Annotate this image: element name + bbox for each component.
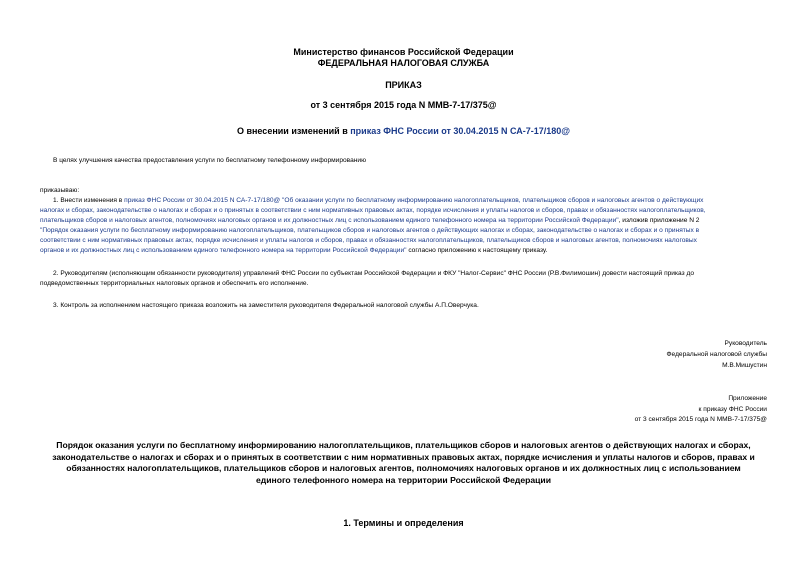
p1-line: [40, 206, 791, 216]
procedure-title-line: единого телефонного номера на территории Российской Федерации: [255, 474, 551, 485]
subject-link[interactable]: приказ ФНС России от 30.04.2015 N СА-7-17/180@: [350, 126, 571, 136]
intro-text: В целях улучшения качества предоставления услуги по бесплатному телефонному информированию: [53, 157, 367, 164]
p1-link[interactable]: плательщиков сборов и налоговых агентов, полномочиях налоговых органов и их должностных лиц с использованием единого телефонного номера на территории Российской Федерации": [40, 217, 619, 224]
p2-line: подведомственных территориальных налоговых органов и обеспечить его исполнение.: [40, 280, 309, 287]
p1-link[interactable]: налогах и сборах, законодательстве о налогах и сборах и о принятых в соответствии с ним нормативных правовых актах, порядке исчисления и уплаты налогов и сборов, правах и обязанностях налогоплательщиков,: [40, 207, 706, 214]
appendix-date: от 3 сентября 2015 года N ММВ-7-17/375@: [634, 416, 767, 423]
p1-link[interactable]: соответствии с ним нормативных правовых актах, порядке исчисления и уплаты налогов и сборов, правах и обязанностях налогоплательщиков, плательщиков сборов и налоговых агентов, полномочиях налоговых: [40, 237, 697, 244]
p1-link[interactable]: приказ ФНС России от 30.04.2015 N СА-7-17/180@ "Об оказании услуги по бесплатному информированию налогоплательщиков, плательщиков сборов и налоговых агентов о действующих: [124, 197, 704, 204]
p2-line: 2. Руководителям (исполняющим обязанности руководителя) управлений ФНС России по субъектам Российской Федерации и ФКУ "Налог-Сервис" ФНС России (Р.В.Филимошин) довести настоящий приказ до: [53, 270, 694, 277]
subject-prefix: О внесении изменений в: [236, 126, 351, 136]
p1-line: [40, 246, 791, 256]
procedure-title-line: законодательстве о налогах и сборах и о принятых в соответствии с ним нормативных правовых актах, порядке исчисления и уплаты налогов и сборов, правах и: [52, 451, 755, 462]
p1-text: согласно приложению к настоящему приказу.: [406, 247, 548, 254]
ministry-heading: Министерство финансов Российской Федерации: [293, 47, 514, 57]
p1-text: , изложив приложение N 2: [618, 217, 700, 224]
procedure-title: [20, 440, 787, 486]
doc-type: ПРИКАЗ: [385, 80, 422, 90]
p1-text: 1. Внести изменения в: [53, 197, 125, 204]
p1-link[interactable]: органов и их должностных лиц с использованием единого телефонного номера на территории Российской Федерации": [40, 247, 407, 254]
signature-role: Руководитель: [724, 340, 767, 347]
p1-line: [40, 216, 791, 226]
p1-line: [40, 236, 791, 246]
section-1-heading: 1. Термины и определения: [343, 518, 464, 528]
subject-heading: [0, 126, 807, 137]
p1-line: [53, 196, 791, 206]
procedure-title-line: обязанностях налогоплательщиков, плательщиков сборов и налоговых агентов, полномочиях налоговых органов и их должностных лиц с использованием: [66, 463, 741, 473]
p1-link[interactable]: "Порядок оказания услуги по бесплатному информированию налогоплательщиков, плательщиков сборов и налоговых агентов о действующих налогах и сборах, законодательстве о налогах и сборах и о принятых в: [40, 227, 700, 234]
procedure-title-line: Порядок оказания услуги по бесплатному информированию налогоплательщиков, плательщиков сборов и налоговых агентов о действующих налогах и сборах,: [56, 440, 751, 450]
signature-name: М.В.Мишустин: [722, 362, 767, 369]
appendix-ref: к приказу ФНС России: [698, 406, 767, 413]
signature-org: Федеральной налоговой службы: [666, 351, 767, 358]
appendix-label: Приложение: [728, 395, 767, 402]
service-heading: ФЕДЕРАЛЬНАЯ НАЛОГОВАЯ СЛУЖБА: [317, 58, 490, 68]
order-word: приказываю:: [40, 187, 80, 194]
p1-line: [40, 226, 791, 236]
paragraph-3: 3. Контроль за исполнением настоящего приказа возложить на заместителя руководителя Федеральной налоговой службы А.П.Оверчука.: [53, 302, 479, 309]
doc-date: от 3 сентября 2015 года N ММВ-7-17/375@: [310, 100, 497, 110]
